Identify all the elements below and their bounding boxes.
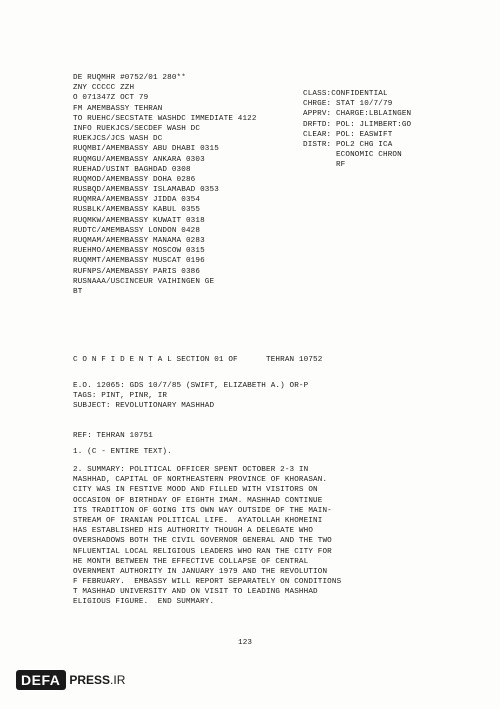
routing-line: RUEHAD/USINT BAGHDAD 0308	[73, 165, 191, 174]
paragraph-line: STREAM OF IRANIAN POLITICAL LIFE. AYATOLLAH KHOMEINI	[73, 516, 323, 525]
clearance-line: DRFTD: POL: JLIMBERT:GO	[303, 120, 412, 129]
routing-line: RUQMMT/AMEMBASSY MUSCAT 0196	[73, 257, 205, 266]
routing-line: RUQMKW/AMEMBASSY KUWAIT 0318	[73, 216, 205, 225]
paragraph-line: ELIGIOUS FIGURE. END SUMMARY.	[73, 598, 215, 607]
routing-line: RUQMGU/AMEMBASSY ANKARA 0303	[73, 155, 205, 164]
paragraph-line: NFLUENTIAL LOCAL RELIGIOUS LEADERS WHO RAN THE CITY FOR	[73, 547, 332, 556]
routing-line: RUSBQD/AMEMBASSY ISLAMABAD 0353	[73, 186, 219, 195]
paragraph-line: 2. SUMMARY: POLITICAL OFFICER SPENT OCTOBER 2-3 IN	[73, 466, 309, 474]
classification-line: C O N F I D E N T A L SECTION 01 OF TEHRAN 10752	[73, 356, 323, 364]
clearance-line: CLASS:CONFIDENTIAL	[303, 90, 388, 98]
metadata-line: E.O. 12065: GDS 10/7/85 (SWIFT, ELIZABETH A.) OR-P	[73, 382, 309, 390]
paragraph-line: OVERSHADOWS BOTH THE CIVIL GOVERNOR GENERAL AND THE TWO	[73, 537, 332, 546]
clearance-line: CLEAR: POL: EASWIFT	[303, 130, 393, 139]
page-number: 123	[238, 639, 253, 647]
paragraph-line: CITY WAS IN FESTIVE MOOD AND FILLED WITH VISITORS ON	[73, 486, 318, 495]
metadata-line: TAGS: PINT, PINR, IR	[73, 392, 168, 401]
routing-line: RUQMOD/AMEMBASSY DOHA 0286	[73, 175, 196, 184]
routing-line: O 071347Z OCT 79	[73, 94, 149, 103]
routing-header	[73, 73, 257, 297]
logo-suffix: .IR	[110, 673, 126, 687]
routing-line: DE RUQMHR #0752/01 280**	[73, 74, 186, 82]
logo-word: PRESS	[69, 673, 111, 687]
routing-line: RUSBLK/AMEMBASSY KABUL 0355	[73, 206, 201, 215]
routing-line: FM AMEMBASSY TEHRAN	[73, 104, 163, 113]
site-logo	[16, 669, 125, 691]
routing-line: RUQMAM/AMEMBASSY MANAMA 0283	[73, 237, 205, 245]
paragraph-line: MASHHAD, CAPITAL OF NORTHEASTERN PROVINCE OF KHORASAN.	[73, 476, 328, 485]
logo-wordmark	[69, 673, 125, 687]
routing-line: RUQMBI/AMEMBASSY ABU DHABI 0315	[73, 145, 219, 154]
routing-line: RUEKJCS/JCS WASH DC	[73, 135, 163, 144]
reference-line: REF: TEHRAN 10751	[73, 432, 154, 440]
routing-line: RUEHMO/AMEMBASSY MOSCOW 0315	[73, 247, 205, 256]
paragraph-line: HE MONTH BETWEEN THE EFFECTIVE COLLAPSE OF CENTRAL	[73, 557, 309, 566]
routing-line: RUFNPS/AMEMBASSY PARIS 0386	[73, 267, 201, 276]
clearance-line: ECONOMIC CHRON	[303, 151, 402, 160]
routing-line: RUQMRA/AMEMBASSY JIDDA 0354	[73, 196, 201, 205]
paragraph-1: 1. (C - ENTIRE TEXT).	[73, 448, 172, 456]
routing-line: RUSNAAA/USCINCEUR VAIHINGEN GE	[73, 277, 215, 286]
metadata-block	[73, 381, 308, 412]
metadata-line: SUBJECT: REVOLUTIONARY MASHHAD	[73, 402, 215, 411]
clearance-line: RF	[303, 161, 346, 170]
paragraph-line: OVERNMENT AUTHORITY IN JANUARY 1979 AND THE REVOLUTION	[73, 567, 328, 576]
clearance-block	[303, 89, 411, 171]
paragraph-line: OCCASION OF BIRTHDAY OF EIGHTH IMAM. MASHHAD CONTINUE	[73, 496, 323, 505]
clearance-line: CHRGE: STAT 10/7/79	[303, 100, 393, 109]
paragraph-line: ITS TRADITION OF GOING ITS OWN WAY OUTSIDE OF THE MAIN-	[73, 506, 332, 515]
clearance-line: APPRV: CHARGE:LBLAINGEN	[303, 110, 412, 119]
logo-box-text: DEFA	[16, 670, 66, 690]
routing-line: INFO RUEKJCS/SECDEF WASH DC	[73, 124, 201, 133]
routing-line: RUDTC/AMEMBASSY LONDON 0428	[73, 226, 201, 235]
routing-line: TO RUEHC/SECSTATE WASHDC IMMEDIATE 4122	[73, 114, 257, 123]
routing-line: BT	[73, 287, 83, 296]
clearance-line: DISTR: POL2 CHG ICA	[303, 140, 393, 149]
paragraph-line: F FEBRUARY. EMBASSY WILL REPORT SEPARATELY ON CONDITIONS	[73, 578, 342, 587]
routing-line: ZNY CCCCC ZZH	[73, 84, 135, 93]
paragraph-line: T MASHHAD UNIVERSITY AND ON VISIT TO LEADING MASHHAD	[73, 588, 318, 597]
paragraph-2-summary	[73, 465, 341, 608]
paragraph-line: HAS ESTABLISHED HIS AUTHORITY THOUGH A DELEGATE WHO	[73, 527, 314, 536]
